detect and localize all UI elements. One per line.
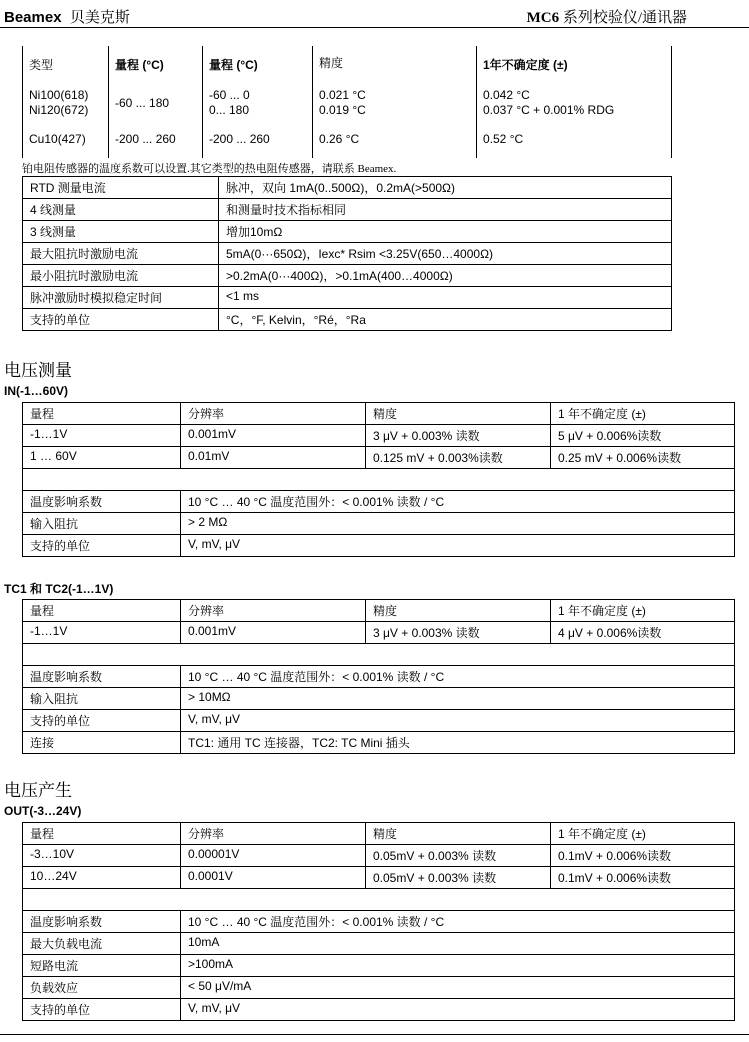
table-cell: 1 … 60V bbox=[23, 447, 181, 469]
sensor-note: 铂电阻传感器的温度系数可以设置.其它类型的热电阻传感器，请联系 Beamex. bbox=[22, 163, 397, 175]
spec-row bbox=[23, 491, 735, 513]
spec-label: 温度影响系数 bbox=[23, 666, 181, 688]
sensor-cell: -200 ... 260 bbox=[203, 128, 313, 158]
subtitle-tc: TC1 和 TC2(-1…1V) bbox=[4, 582, 114, 596]
spec-row bbox=[23, 977, 735, 999]
spec-row bbox=[23, 177, 672, 199]
spec-value: V, mV, μV bbox=[181, 710, 735, 732]
in-range-table bbox=[22, 402, 735, 557]
header-cell: 1 年不确定度 (±) bbox=[551, 823, 735, 845]
section-title-voltage-generate: 电压产生 bbox=[4, 781, 72, 801]
table-row bbox=[23, 425, 735, 447]
spec-row bbox=[23, 666, 735, 688]
spec-row bbox=[23, 710, 735, 732]
spec-value: 10 °C … 40 °C 温度范围外：< 0.001% 读数 / °C bbox=[181, 491, 735, 513]
spec-value: °C，°F, Kelvin，°Ré，°Ra bbox=[219, 309, 672, 331]
spec-row bbox=[23, 309, 672, 331]
spec-label: 输入阻抗 bbox=[23, 688, 181, 710]
sensor-cell: Ni100(618) Ni120(672) bbox=[23, 86, 109, 128]
sensor-table bbox=[22, 46, 672, 158]
footer-rule bbox=[0, 1034, 749, 1035]
spec-value: 5mA(0···650Ω)，Iexc* Rsim <3.25V(650…4000Ω) bbox=[219, 243, 672, 265]
spec-label: 脉冲激励时模拟稳定时间 bbox=[23, 287, 219, 309]
subtitle-out: OUT(-3…24V) bbox=[4, 804, 82, 818]
out-range-table bbox=[22, 822, 735, 1021]
spec-label: 负载效应 bbox=[23, 977, 181, 999]
table-cell: 0.125 mV + 0.003%读数 bbox=[366, 447, 551, 469]
spec-row bbox=[23, 999, 735, 1021]
header-rule bbox=[0, 27, 749, 28]
table-cell: 0.001mV bbox=[181, 425, 366, 447]
spec-label: 支持的单位 bbox=[23, 309, 219, 331]
table-cell: 4 μV + 0.006%读数 bbox=[551, 622, 735, 644]
spec-value: TC1: 通用 TC 连接器，TC2: TC Mini 插头 bbox=[181, 732, 735, 754]
spacer-row bbox=[23, 469, 735, 491]
table-cell: 0.01mV bbox=[181, 447, 366, 469]
tc-range-table bbox=[22, 599, 735, 754]
sensor-cell: 0.52 °C bbox=[477, 128, 672, 158]
brand bbox=[4, 6, 130, 27]
spec-label: 温度影响系数 bbox=[23, 491, 181, 513]
spec-value: 脉冲，双向 1mA(0..500Ω)，0.2mA(>500Ω) bbox=[219, 177, 672, 199]
table-cell: 0.001mV bbox=[181, 622, 366, 644]
sensor-row bbox=[23, 128, 672, 158]
table-header-row bbox=[23, 600, 735, 622]
spec-row bbox=[23, 955, 735, 977]
spec-row bbox=[23, 535, 735, 557]
spec-row bbox=[23, 513, 735, 535]
page-header bbox=[0, 0, 749, 30]
table-cell: -1…1V bbox=[23, 622, 181, 644]
sensor-cell: -200 ... 260 bbox=[109, 128, 203, 158]
spec-label: 3 线测量 bbox=[23, 221, 219, 243]
spec-label: 最大负载电流 bbox=[23, 933, 181, 955]
header-cell: 1 年不确定度 (±) bbox=[551, 600, 735, 622]
spec-value: > 10MΩ bbox=[181, 688, 735, 710]
table-header-row bbox=[23, 403, 735, 425]
header-cell: 1 年不确定度 (±) bbox=[551, 403, 735, 425]
spec-label: 4 线测量 bbox=[23, 199, 219, 221]
sensor-cell: -60 ... 0 0... 180 bbox=[203, 86, 313, 128]
sensor-cell: 0.26 °C bbox=[313, 128, 477, 158]
spacer-row bbox=[23, 644, 735, 666]
spec-value: < 50 μV/mA bbox=[181, 977, 735, 999]
header-cell: 量程 bbox=[23, 823, 181, 845]
sensor-cell: 0.042 °C 0.037 °C + 0.001% RDG bbox=[477, 86, 672, 128]
spec-value: 增加10mΩ bbox=[219, 221, 672, 243]
table-cell: 3 μV + 0.003% 读数 bbox=[366, 622, 551, 644]
table-cell: 0.25 mV + 0.006%读数 bbox=[551, 447, 735, 469]
spec-label: 支持的单位 bbox=[23, 999, 181, 1021]
spec-row bbox=[23, 911, 735, 933]
spec-value: 和测量时技术指标相同 bbox=[219, 199, 672, 221]
model-name: MC6 bbox=[526, 10, 560, 26]
spec-row bbox=[23, 199, 672, 221]
spec-label: 短路电流 bbox=[23, 955, 181, 977]
model-title bbox=[527, 6, 687, 27]
sensor-row bbox=[23, 86, 672, 128]
brand-name: Beamex bbox=[4, 9, 62, 26]
spacer-cell bbox=[23, 469, 735, 491]
sensor-cell: Cu10(427) bbox=[23, 128, 109, 158]
spacer-row bbox=[23, 889, 735, 911]
sensor-cell: -60 ... 180 bbox=[109, 86, 203, 128]
header-cell: 分辨率 bbox=[181, 403, 366, 425]
table-cell: 0.1mV + 0.006%读数 bbox=[551, 845, 735, 867]
header-cell: 精度 bbox=[366, 823, 551, 845]
spec-value: >100mA bbox=[181, 955, 735, 977]
spec-row bbox=[23, 732, 735, 754]
header-cell: 分辨率 bbox=[181, 823, 366, 845]
table-header-row bbox=[23, 823, 735, 845]
spacer-cell bbox=[23, 644, 735, 666]
rtd-spec-table bbox=[22, 176, 672, 331]
spec-row bbox=[23, 243, 672, 265]
table-cell: 0.05mV + 0.003% 读数 bbox=[366, 867, 551, 889]
spec-label: 输入阻抗 bbox=[23, 513, 181, 535]
header-cell: 精度 bbox=[366, 600, 551, 622]
spec-label: RTD 测量电流 bbox=[23, 177, 219, 199]
spec-label: 支持的单位 bbox=[23, 710, 181, 732]
spec-value: 10 °C … 40 °C 温度范围外：< 0.001% 读数 / °C bbox=[181, 666, 735, 688]
spec-value: >0.2mA(0···400Ω)，>0.1mA(400…4000Ω) bbox=[219, 265, 672, 287]
spec-row bbox=[23, 221, 672, 243]
table-row bbox=[23, 845, 735, 867]
table-row bbox=[23, 867, 735, 889]
table-cell: 0.1mV + 0.006%读数 bbox=[551, 867, 735, 889]
table-cell: 0.05mV + 0.003% 读数 bbox=[366, 845, 551, 867]
sensor-cell: 0.021 °C 0.019 °C bbox=[313, 86, 477, 128]
table-cell: 3 μV + 0.003% 读数 bbox=[366, 425, 551, 447]
spec-value: V, mV, μV bbox=[181, 535, 735, 557]
spec-value: 10 °C … 40 °C 温度范围外：< 0.001% 读数 / °C bbox=[181, 911, 735, 933]
spec-label: 温度影响系数 bbox=[23, 911, 181, 933]
spec-label: 连接 bbox=[23, 732, 181, 754]
spec-value: > 2 MΩ bbox=[181, 513, 735, 535]
table-cell: 0.00001V bbox=[181, 845, 366, 867]
table-cell: 5 μV + 0.006%读数 bbox=[551, 425, 735, 447]
spec-label: 最小阻抗时激励电流 bbox=[23, 265, 219, 287]
section-title-voltage-measure: 电压测量 bbox=[4, 361, 72, 381]
spec-label: 支持的单位 bbox=[23, 535, 181, 557]
spec-row bbox=[23, 287, 672, 309]
table-row bbox=[23, 447, 735, 469]
header-cell: 分辨率 bbox=[181, 600, 366, 622]
spec-label: 最大阻抗时激励电流 bbox=[23, 243, 219, 265]
spec-value: 10mA bbox=[181, 933, 735, 955]
spec-value: V, mV, μV bbox=[181, 999, 735, 1021]
sensor-header-cell: 类型 bbox=[23, 46, 109, 86]
header-cell: 量程 bbox=[23, 403, 181, 425]
model-desc: 系列校验仪/通讯器 bbox=[562, 10, 687, 26]
spec-row bbox=[23, 933, 735, 955]
sensor-header-cell: 量程 (°C) bbox=[109, 46, 203, 86]
table-cell: -3…10V bbox=[23, 845, 181, 867]
sensor-header-cell: 量程 (°C) bbox=[203, 46, 313, 86]
brand-name-cn: 贝美克斯 bbox=[69, 9, 130, 26]
spec-value: <1 ms bbox=[219, 287, 672, 309]
sensor-header-cell: 1年不确定度 (±) bbox=[477, 46, 672, 86]
header-cell: 量程 bbox=[23, 600, 181, 622]
spec-row bbox=[23, 265, 672, 287]
table-row bbox=[23, 622, 735, 644]
spacer-cell bbox=[23, 889, 735, 911]
header-cell: 精度 bbox=[366, 403, 551, 425]
sensor-header-cell: 精度 bbox=[313, 46, 477, 86]
sensor-header-row bbox=[23, 46, 672, 86]
table-cell: -1…1V bbox=[23, 425, 181, 447]
subtitle-in: IN(-1…60V) bbox=[4, 384, 69, 398]
spec-row bbox=[23, 688, 735, 710]
table-cell: 10…24V bbox=[23, 867, 181, 889]
table-cell: 0.0001V bbox=[181, 867, 366, 889]
